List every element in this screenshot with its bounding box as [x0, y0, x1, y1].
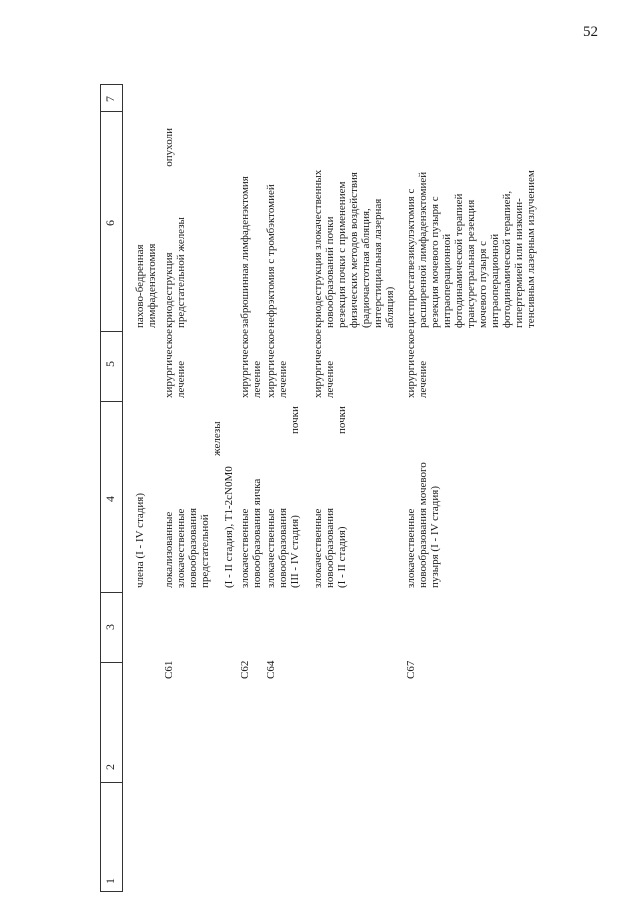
diagnosis-cell: новообразования — [324, 507, 336, 588]
table-right-edge — [100, 84, 122, 85]
method-cell: цистпростатвезикулэктомия с — [405, 188, 417, 328]
diagnosis-cell: локализованные — [163, 511, 175, 588]
diagnosis-cell: предстательной — [199, 514, 211, 588]
diagnosis-cell: железы — [211, 421, 223, 456]
header-col-2: 2 — [103, 764, 117, 770]
header-separator — [100, 662, 122, 663]
header-col-5: 5 — [103, 361, 117, 367]
diagnosis-cell: злокачественные — [175, 508, 187, 588]
diagnosis-cell: злокачественные — [312, 508, 324, 588]
diagnosis-cell: злокачественные — [405, 508, 417, 588]
header-col-6: 6 — [103, 220, 117, 226]
treatment-cell: хирургическое лечение — [312, 328, 336, 398]
diagnosis-cell: новообразования — [277, 507, 289, 588]
diagnosis-cell: (III - IV стадия) — [289, 515, 301, 588]
method-text: криодеструкция — [163, 252, 175, 328]
treatment-cell: хирургическое лечение — [163, 328, 187, 398]
diagnosis-cell: почки — [336, 406, 348, 434]
rotated-table — [100, 84, 537, 892]
method-text: опухоли — [163, 128, 175, 167]
method-cell: фотодинамической терапией, — [501, 190, 513, 328]
header-col-4: 4 — [103, 496, 117, 502]
method-cell: новообразований почки — [324, 216, 336, 328]
method-cell — [163, 128, 175, 328]
table-left-edge — [100, 891, 122, 892]
table-header-rule — [122, 84, 123, 892]
method-cell: резекция почки с применением — [336, 181, 348, 328]
diagnosis-cell: новообразования мочевого — [417, 462, 429, 588]
icd-code-cell: C61 — [163, 660, 175, 679]
method-cell: интраоперационной — [489, 233, 501, 328]
header-separator — [100, 111, 122, 112]
header-separator — [100, 331, 122, 332]
icd-code-cell: C67 — [405, 660, 417, 679]
icd-code-cell: C62 — [239, 660, 251, 679]
method-cell: гипертермией или низкоин- — [513, 198, 525, 328]
treatment-cell: хирургическое лечение — [405, 328, 429, 398]
method-cell: (радиочастотная абляция, — [360, 208, 372, 328]
method-cell: паховo-бедренная — [134, 244, 146, 328]
diagnosis-cell: (I - II стадия) — [336, 526, 348, 588]
diagnosis-cell: почки — [289, 406, 301, 434]
header-separator — [100, 592, 122, 593]
diagnosis-cell: злокачественные — [265, 508, 277, 588]
diagnosis-cell: злокачественные — [239, 508, 251, 588]
header-separator — [100, 401, 122, 402]
header-col-7: 7 — [103, 96, 117, 102]
method-cell: абляция) — [384, 286, 396, 328]
method-cell: криодеструкция злокачественных — [312, 169, 324, 328]
method-cell: расширенной лимфаденэктомией — [417, 171, 429, 328]
header-col-1: 1 — [103, 878, 117, 884]
method-cell: нефрэктомия с тромбэктомией — [265, 184, 277, 328]
method-cell: предстательной железы — [175, 217, 187, 328]
method-cell: резекция мочевого пузыря с — [429, 196, 441, 328]
diagnosis-cell: новообразования — [187, 507, 199, 588]
method-cell: физических методов воздействия — [348, 172, 360, 328]
method-cell: интерстициальная лазерная — [372, 198, 384, 328]
method-cell: интраоперационной — [441, 233, 453, 328]
treatment-cell: хирургическое лечение — [265, 328, 289, 398]
method-cell: забрюшинная лимфаденэктомия — [239, 176, 251, 328]
table-top-rule — [100, 84, 101, 892]
treatment-cell: хирургическое лечение — [239, 328, 263, 398]
method-cell: мочевого пузыря с — [477, 240, 489, 328]
diagnosis-cell: пузыря (I - IV стадия) — [429, 486, 441, 588]
header-separator — [100, 782, 122, 783]
method-cell: тенсивным лазерным излучением — [525, 170, 537, 328]
page-number: 52 — [583, 24, 598, 40]
diagnosis-cell: (I - II стадия), T1-2cN0M0 — [223, 466, 235, 588]
header-col-3: 3 — [103, 624, 117, 630]
diagnosis-cell: новообразования яичка — [251, 478, 263, 588]
icd-code-cell: C64 — [265, 660, 277, 679]
method-cell: трансуретральная резекция — [465, 199, 477, 328]
method-cell: фотодинамической терапией — [453, 193, 465, 328]
method-cell: лимфаденэктомия — [146, 243, 158, 328]
diagnosis-cell: члена (I - IV стадия) — [134, 493, 146, 588]
